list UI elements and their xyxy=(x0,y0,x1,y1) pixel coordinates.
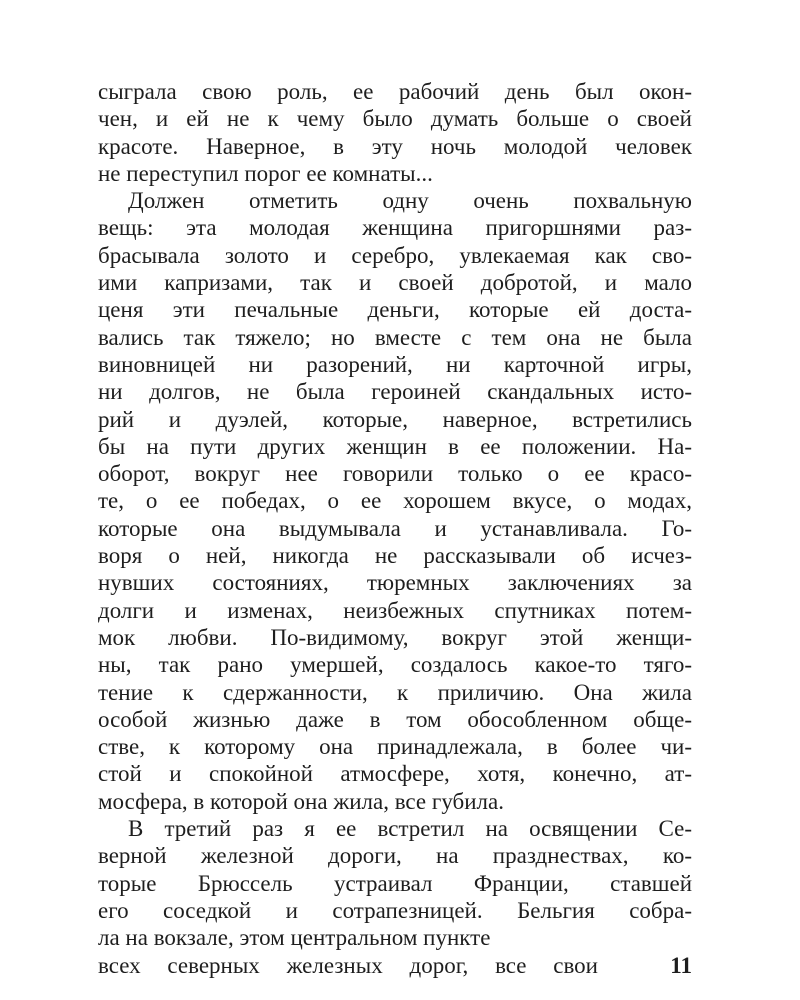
text-line: торые Брюссель устраивал Франции, ставшей xyxy=(98,870,692,896)
text-line: ценя эти печальные деньги, которые ей доста- xyxy=(98,297,692,323)
text-line: особой жизнью даже в том обособленном обще- xyxy=(98,706,692,732)
text-line: его соседкой и сотрапезницей. Бельгия собра- xyxy=(98,897,692,923)
text-line: сыграла свою роль, ее рабочий день был окон- xyxy=(98,79,692,104)
footer-row xyxy=(98,952,692,979)
text-line: рий и дуэлей, которые, наверное, встретились xyxy=(98,406,692,432)
text-line: не переступил порог ее комнаты... xyxy=(98,160,433,186)
text-line: оборот, вокруг нее говорили только о ее красо- xyxy=(98,461,692,487)
text-line: стой и спокойной атмосфере, хотя, конечно, ат- xyxy=(98,761,692,787)
text-line: вались так тяжело; но вместе с тем она не была xyxy=(98,324,692,350)
text-line: мосфера, в которой она жила, все губила. xyxy=(98,788,504,814)
text-line: Должен отметить одну очень похвальную xyxy=(128,188,692,214)
book-page xyxy=(98,78,692,979)
text-line: всех северных железных дорог, все свои xyxy=(98,952,598,978)
text-line: долги и изменах, неизбежных спутниках потем- xyxy=(98,597,692,623)
page-number: 11 xyxy=(670,952,692,978)
text-line: нувших состояниях, тюремных заключениях за xyxy=(98,570,692,596)
text-line: В третий раз я ее встретил на освящении Се- xyxy=(128,816,692,842)
text-line: воря о ней, никогда не рассказывали об исчез- xyxy=(98,543,692,569)
text-line: которые она выдумывала и устанавливала. Го- xyxy=(98,515,692,541)
text-line: ла на вокзале, этом центральном пункте xyxy=(98,925,491,951)
text-line: виновницей ни разорений, ни карточной игры, xyxy=(98,351,692,377)
text-line: красоте. Наверное, в эту ночь молодой человек xyxy=(98,133,692,159)
text-line: вещь: эта молодая женщина пригоршнями раз- xyxy=(98,215,692,241)
text-line: тение к сдержанности, к приличию. Она жила xyxy=(98,679,692,705)
text-line: стве, к которому она принадлежала, в более чи- xyxy=(98,734,692,760)
text-line: брасывала золото и серебро, увлекаемая как сво- xyxy=(98,242,692,268)
text-line: ни долгов, не была героиней скандальных исто- xyxy=(98,379,692,405)
text-line: бы на пути других женщин в ее положении. На- xyxy=(98,433,692,459)
text-line: чен, и ей не к чему было думать больше о своей xyxy=(98,106,692,132)
text-line: верной железной дороги, на празднествах, ко- xyxy=(98,843,692,869)
text-line: ны, так рано умершей, создалось какое-то тяго- xyxy=(98,652,692,678)
text-line: мок любви. По-видимому, вокруг этой женщи- xyxy=(98,624,692,650)
text-line: те, о ее победах, о ее хорошем вкусе, о модах, xyxy=(98,488,692,514)
text-line: ими капризами, так и своей добротой, и мало xyxy=(98,270,692,296)
